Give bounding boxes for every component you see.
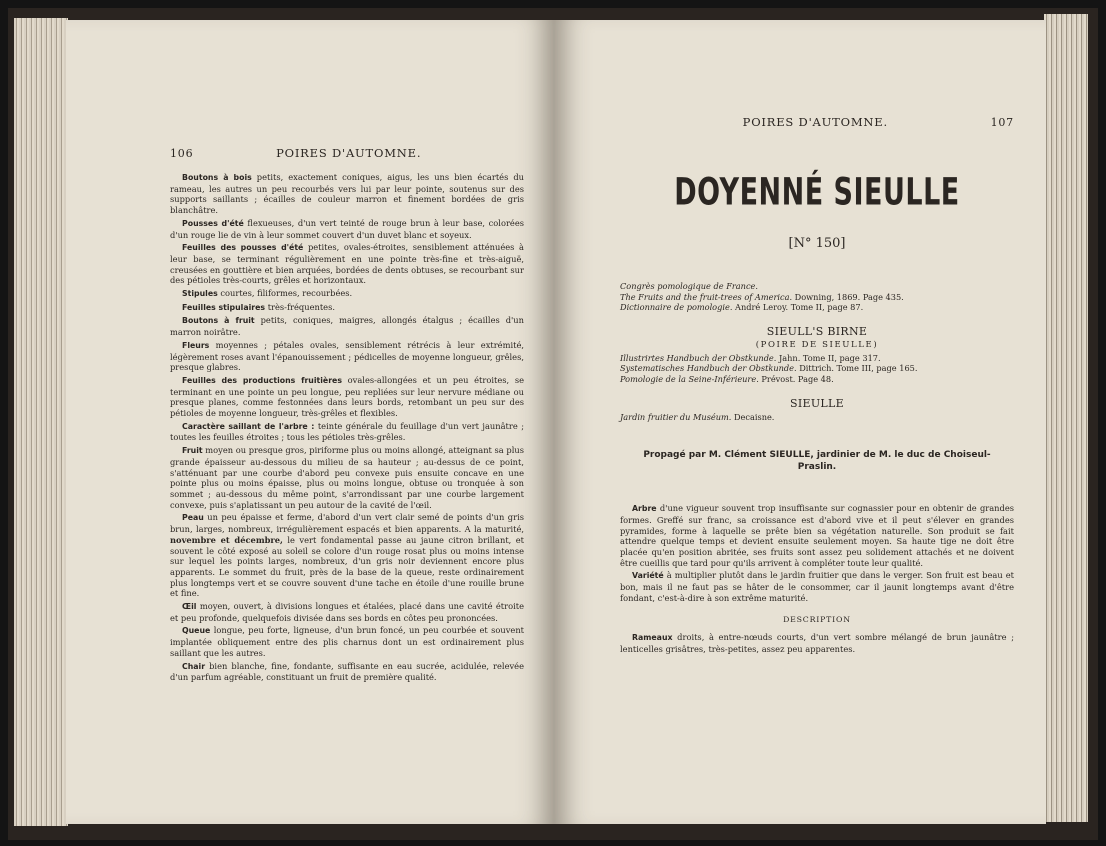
term: Peau <box>182 513 204 523</box>
right-page-text <box>620 115 1014 657</box>
paragraph-text: petits, coniques, maigres, allongés étalgus ; écailles d'un marron noirâtre. <box>170 315 524 338</box>
paragraph-text: d'une vigueur souvent trop insuffisante sur cognassier pour en obtenir de grandes formes. Greffé sur franc, sa croissance est d'abord vive et il peut s'élever en grandes pyramides, forme à laquelle se prête bien sa végétation naturelle. Son produit se fait attendre quelque temps et devient ensuite seulement moyen. Sa haute tige ne doit être placée qu'en position abritée, ses fruits sont assez peu solidement attachés et ne doivent être cueillis que tard pour qu'ils arrivent à compléter toute leur qualité. <box>620 503 1014 568</box>
description-heading: DESCRIPTION <box>783 615 851 625</box>
paragraph-text: un peu épaisse et ferme, d'abord d'un vert clair semé de points d'un gris brun, larges, nombreux, irrégulièrement espacés et bien apparents. A la maturité, <box>170 512 524 535</box>
term: Fleurs <box>182 340 210 350</box>
term: Feuilles des productions fruitières <box>182 375 342 385</box>
term: Fruit <box>182 446 203 456</box>
paragraph <box>620 570 1014 603</box>
paragraph <box>170 288 524 300</box>
term: Rameaux <box>632 633 673 643</box>
reference <box>620 374 1014 385</box>
paragraph-text: droits, à entre-nœuds courts, d'un vert sombre mélangé de brun jaunâtre ; lenticelles grisâtres, très-petites, assez peu apparentes. <box>620 632 1014 655</box>
synonym-subheading: (POIRE DE SIEULLE) <box>755 339 879 350</box>
left-page-text <box>170 146 524 685</box>
paragraph-text: moyennes ; pétales ovales, sensiblement rétrécis à leur extrémité, légèrement roses avant l'épanouissement ; pédicelles de moyenne longueur, grêles, presque glabres. <box>170 339 524 373</box>
reference <box>620 302 1014 313</box>
ref-title: Congrès pomologique de France. <box>620 281 758 291</box>
ref-detail: Downing, 1869. Page 435. <box>792 291 904 302</box>
paragraph-text: ovales-allongées et un peu étroites, se terminant en une pointe un peu longue, peu repliées sur leur nervure médiane ou presque planes, comme festonnées dans leurs bords, retombant un peu sur des pétioles de moyenne longueur, très-grêles et flexibles. <box>170 374 524 419</box>
ref-detail: Decaisne. <box>731 411 775 422</box>
running-head-right: POIRES D'AUTOMNE. <box>742 115 888 129</box>
page-number-right: 107 <box>990 116 1014 129</box>
paragraph <box>170 421 524 443</box>
term: Caractère saillant de l'arbre : <box>182 421 315 431</box>
paragraph <box>170 601 524 623</box>
synonym-heading: SIEULLE <box>790 396 844 410</box>
paragraph <box>170 302 524 314</box>
ref-title: The Fruits and the fruit-trees of America. <box>620 291 793 302</box>
paragraph-text: teinte générale du feuillage d'un vert jaunâtre ; toutes les feuilles étroites ; tous les pétioles très-grêles. <box>170 420 524 443</box>
synonym-heading: SIEULL'S BIRNE <box>766 324 868 338</box>
paragraph-text: le vert fondamental passe au jaune citron brillant, et souvent le côté exposé au soleil se colore d'un rouge rosat plus ou moins intense sur lequel les points larges, nombreux, d'un gris noir deviennent encore plus apparents. Le sommet du fruit, près de la base de la queue, reste ordinairement plus longtemps vert et se couvre souvent d'une tache en étoile d'une rouille brune et fine. <box>170 534 524 599</box>
ref-title: Systematisches Handbuch der Obstkunde. <box>620 363 797 374</box>
entry-number: [N° 150] <box>788 236 846 251</box>
term: Œil <box>182 602 197 612</box>
ref-title: Illustrirtes Handbuch der Obstkunde. <box>620 352 777 363</box>
paragraph <box>170 375 524 419</box>
page-edges-right <box>1044 14 1088 822</box>
paragraph-text: bien blanche, fine, fondante, suffisante en eau sucrée, acidulée, relevée d'un parfum agréable, constituant un fruit de première qualité. <box>170 660 524 683</box>
ref-detail: Prévost. Page 48. <box>758 373 834 384</box>
ref-title: Dictionnaire de pomologie. <box>620 302 733 313</box>
paragraph-text: longue, peu forte, ligneuse, d'un brun foncé, un peu courbée et souvent implantée obliquement entre des plis charnus dont un est ordinairement plus saillant que les autres. <box>170 625 524 658</box>
right-header <box>620 115 1014 129</box>
ref-detail: André Leroy. Tome II, page 87. <box>732 302 864 313</box>
term: Boutons à bois <box>182 173 252 182</box>
paragraph <box>170 625 524 658</box>
reference <box>620 353 1014 364</box>
left-page <box>66 20 554 824</box>
page-number-left: 106 <box>170 147 194 160</box>
paragraph <box>170 340 524 373</box>
reference <box>620 363 1014 374</box>
paragraph-text: moyen ou presque gros, piriforme plus ou moins allongé, atteignant sa plus grande épaisseur au-dessous du milieu de sa hauteur ; au-dessus de ce point, s'atténuant par une courbe d'abord peu convexe puis ensuite concave en une pointe plus ou moins épaisse, plus ou moins longue, obtuse ou tronquée à son sommet ; au-dessous du même point, s'arrondissant par une courbe largement convexe, puis s'aplatissant un peu autour de la cavité de l'œil. <box>170 445 524 510</box>
paragraph <box>170 172 524 216</box>
paragraph-text: à multiplier plutôt dans le jardin fruitier que dans le verger. Son fruit est beau et bon, mais il ne faut pas se hâter de le consommer, car il jaunit longtemps avant d'être fondant, c'est-à-dire à son extrême maturité. <box>620 570 1014 603</box>
term: Queue <box>182 626 211 636</box>
left-header <box>170 146 524 160</box>
term: Pousses d'été <box>182 218 244 228</box>
term: Feuilles stipulaires <box>182 302 266 312</box>
term: Chair <box>182 661 206 671</box>
propagation-note: Propagé par M. Clément SIEULLE, jardinier de M. le duc de Choiseul-Praslin. <box>643 450 991 472</box>
ref-detail: Dittrich. Tome III, page 165. <box>796 363 918 374</box>
ref-detail: Jahn. Tome II, page 317. <box>776 352 881 363</box>
reference <box>620 412 1014 423</box>
term: Boutons à fruit <box>182 316 255 326</box>
ref-title: Jardin fruitier du Muséum. <box>620 411 732 422</box>
paragraph <box>170 661 524 683</box>
paragraph <box>170 512 524 599</box>
paragraph <box>170 242 524 286</box>
paragraph <box>620 503 1014 568</box>
term: Stipules <box>182 289 218 299</box>
paragraph-text: courtes, filiformes, recourbées. <box>217 288 353 299</box>
paragraph <box>170 315 524 337</box>
paragraph <box>170 218 524 240</box>
paragraph-text: petites, ovales-étroites, sensiblement atténuées à leur base, se terminant régulièrement en une pointe très-fine et très-aiguë, creusées en gouttière et bien arquées, bordées de dents obtuses, se recourbant sur des pétioles très-courts, grêles et horizontaux. <box>170 242 524 286</box>
emphasis: novembre et décembre, <box>170 534 283 545</box>
paragraph-text: moyen, ouvert, à divisions longues et étalées, placé dans une cavité étroite et peu profonde, quelquefois divisée dans ses bords en côtes peu prononcées. <box>170 601 524 623</box>
paragraph-text: flexueuses, d'un vert teinté de rouge brun à leur base, colorées d'un rouge lie de vin à leur sommet couvert d'un duvet blanc et soyeux. <box>170 217 524 240</box>
reference <box>620 292 1014 303</box>
term: Feuilles des pousses d'été <box>182 243 304 253</box>
term: Arbre <box>632 504 657 514</box>
paragraph <box>620 632 1014 654</box>
reference <box>620 281 1014 292</box>
term: Variété <box>632 571 664 581</box>
ref-title: Pomologie de la Seine-Inférieure. <box>620 373 759 384</box>
running-head-left: POIRES D'AUTOMNE. <box>276 146 422 160</box>
paragraph <box>170 445 524 510</box>
variety-title: DOYENNÉ SIEULLE <box>674 170 960 215</box>
right-page <box>554 20 1046 824</box>
page-edges-left <box>14 18 68 826</box>
paragraph-text: très-fréquentes. <box>265 301 335 312</box>
paragraph-text: petits, exactement coniques, aigus, les uns bien écartés du rameau, les autres un peu recourbés vers lui par leur pointe, soutenus sur des supports saillants ; écailles de couleur marron et finement bordées de gris blanchâtre. <box>170 172 524 216</box>
